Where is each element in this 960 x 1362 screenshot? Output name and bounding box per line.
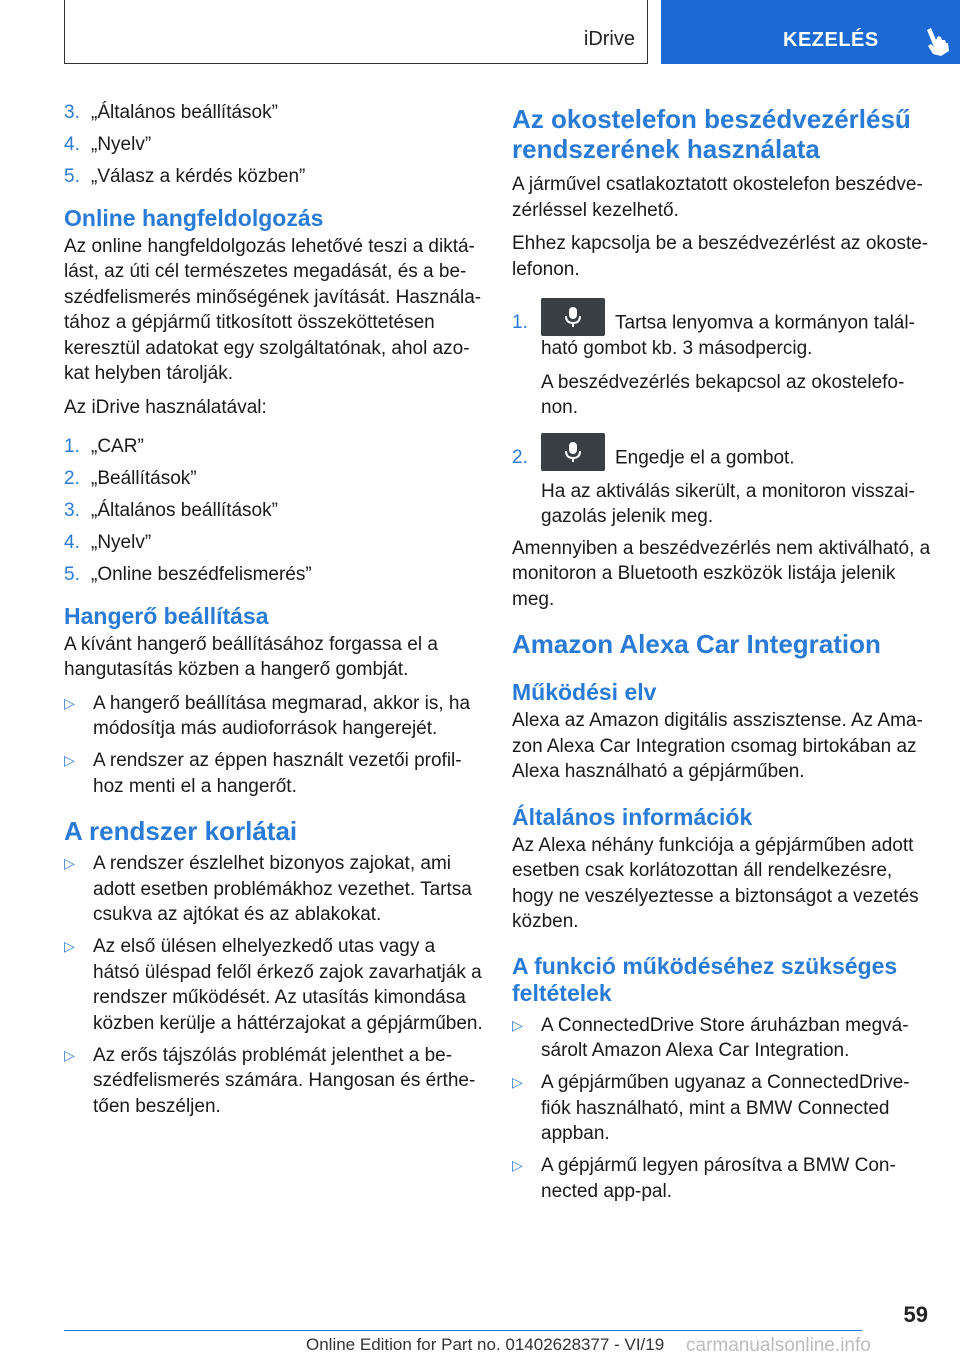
list-item: 4. „Nyelv”: [64, 532, 152, 553]
header-title: iDrive: [583, 28, 635, 50]
phone-paragraph-3: Amennyiben a beszédvezérlés nem aktiválható, a monitoron a Bluetooth eszközök listája jelenik meg.: [512, 537, 931, 610]
triangle-bullet-icon: ▷: [64, 938, 75, 954]
footer-divider: [64, 1330, 862, 1331]
triangle-bullet-icon: ▷: [64, 752, 75, 768]
list-item: 1. „CAR”: [64, 436, 144, 457]
microphone-icon: [563, 306, 583, 328]
heading-alexa: Amazon Alexa Car Integration: [512, 629, 881, 659]
language-steps-list: [64, 100, 484, 190]
idrive-usage-text: Az iDrive használatával:: [64, 396, 267, 418]
microphone-icon: [563, 441, 583, 463]
list-item: ▷ A rendszer az éppen használt vezetői profil- hoz menti el a hangerőt.: [64, 748, 484, 799]
heading-general-info: Általános információk: [512, 803, 753, 830]
list-item: 3. „Általános beállítások”: [64, 500, 278, 521]
heading-volume: Hangerő beállítása: [64, 602, 269, 629]
principle-paragraph: Alexa az Amazon digitális asszisztense. Az Ama- zon Alexa Car Integration csomag birtokában az Alexa használható a gépjárműben.: [512, 710, 923, 782]
online-paragraph: Az online hangfeldolgozás lehetővé teszi a diktá- lást, az úti cél természetes megadását, és a be- szédfelismerés minőségének javítását. Használa- tához a gépjármű titkosított összeköttetésen keresztül adatokat egy szolgáltatónak, ahol azo- kat helyben tárolják.: [64, 235, 482, 384]
step-2: 2. Engedje el a gombot. Ha az aktiválás sikerült, a monitoron visszai- gazolás jelenik meg.: [512, 433, 932, 530]
heading-online-processing: Online hangfeldolgozás: [64, 204, 324, 231]
list-item: 5. „Válasz a kérdés közben”: [64, 166, 306, 187]
heading-system-limits: A rendszer korlátai: [64, 816, 298, 846]
phone-paragraph-2: Ehhez kapcsolja be a beszédvezérlést az okoste- lefonon.: [512, 233, 929, 280]
header-title-box: [64, 0, 648, 64]
heading-principle: Működési elv: [512, 679, 657, 705]
list-item: ▷ Az erős tájszólás problémát jelenthet a be- szédfelismerés számára. Hangosan és érthe- tően beszéljen.: [64, 1043, 484, 1120]
phone-paragraph-1: A járművel csatlakoztatott okostelefon beszédve- zérléssel kezelhető.: [512, 174, 923, 221]
footer-edition: Online Edition for Part no. 01402628377 - VI/19: [306, 1335, 665, 1354]
list-item: 2. „Beállítások”: [64, 468, 197, 489]
voice-control-button: [541, 298, 605, 336]
list-item: 5. „Online beszédfelismerés”: [64, 564, 312, 585]
heading-requirements: A funkció működéséhez szükséges feltételek: [512, 952, 898, 1006]
watermark: carmanualsonline.info: [686, 1335, 871, 1356]
triangle-bullet-icon: ▷: [512, 1016, 523, 1033]
list-item: 3. „Általános beállítások”: [64, 102, 278, 123]
online-steps-list: [64, 434, 484, 588]
section-label: KEZELÉS: [783, 29, 879, 51]
general-paragraph: Az Alexa néhány funkciója a gépjárműben adott esetben csak korlátozottan áll rendelkezésre, hogy ne veszélyeztesse a biztonságot a vezetés közben.: [512, 834, 919, 932]
list-item: ▷ A rendszer észlelhet bizonyos zajokat, ami adott esetben problémákhoz vezethet. Tartsa csukva az ajtókat és az ablakokat.: [64, 851, 484, 928]
pointing-hand-icon: [919, 24, 953, 58]
left-column: [64, 100, 484, 1126]
heading-smartphone-voice: Az okostelefon beszédvezérlésű rendszerének használata: [512, 104, 911, 164]
right-column: [512, 100, 932, 1211]
list-item: ▷ A ConnectedDrive Store áruházban megvá- sárolt Amazon Alexa Car Integration.: [512, 1013, 932, 1064]
triangle-bullet-icon: ▷: [64, 694, 75, 711]
triangle-bullet-icon: ▷: [64, 1046, 75, 1063]
list-item: ▷ Az első ülésen elhelyezkedő utas vagy a hátsó üléspad felől érkező zajok zavarhatják a rendszer működését. Az utasítás kimondása közben kerülje a háttérzajokat a gépjárműben.: [64, 934, 484, 1036]
triangle-bullet-icon: ▷: [64, 855, 75, 871]
step-1: 1. Tartsa lenyomva a kormányon talál- ható gombot kb. 3 másodpercig. A beszédvezérlés bekapcsol az okostelefo- non.: [512, 298, 932, 421]
list-item: ▷ A gépjármű legyen párosítva a BMW Con- nected app-pal.: [512, 1153, 932, 1204]
list-item: ▷ A gépjárműben ugyanaz a ConnectedDrive- fiók használható, mint a BMW Connected appban.: [512, 1070, 932, 1147]
section-tab: [661, 0, 960, 64]
voice-control-button: [541, 433, 605, 471]
list-item: ▷ A hangerő beállítása megmarad, akkor is, ha módosítja más audioforrások hangerejét.: [64, 691, 484, 742]
page-number: 59: [903, 1302, 928, 1327]
triangle-bullet-icon: ▷: [512, 1074, 523, 1090]
volume-paragraph: A kívánt hangerő beállításához forgassa el a hangutasítás közben a hangerő gombját.: [64, 633, 438, 680]
list-item: 4. „Nyelv”: [64, 134, 152, 155]
triangle-bullet-icon: ▷: [512, 1157, 523, 1173]
